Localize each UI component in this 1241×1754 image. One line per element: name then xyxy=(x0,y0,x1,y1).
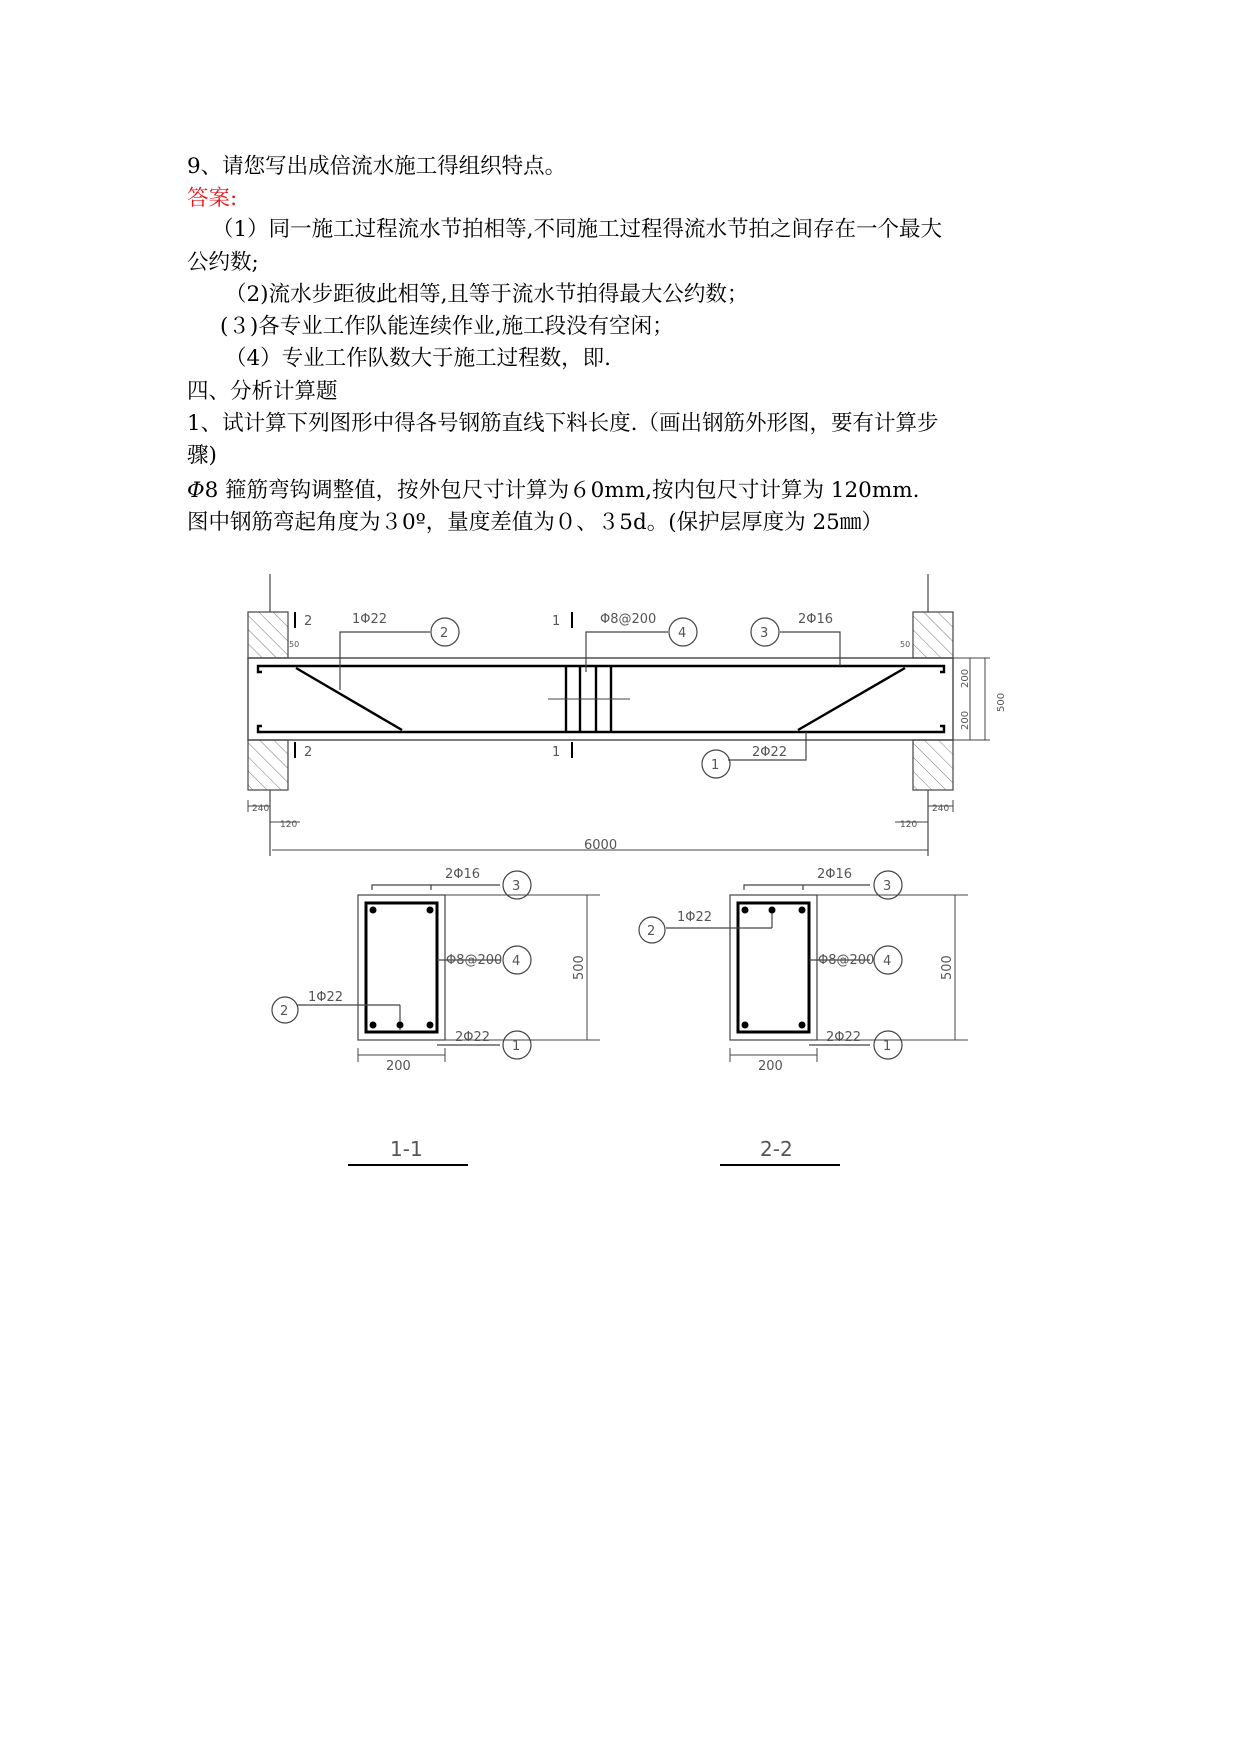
label-2phi16: 2Φ16 xyxy=(817,867,853,882)
rebar-dot xyxy=(427,907,434,914)
mark-1-text: 1 xyxy=(512,1039,521,1054)
bent-bar-left xyxy=(296,668,402,730)
dim-2phi16-bracket xyxy=(372,885,431,890)
label-phi8-200: Φ8@200 xyxy=(600,612,657,627)
dim-120-right: 120 xyxy=(900,820,918,830)
label-2phi16: 2Φ16 xyxy=(445,867,481,882)
leader-bar-3 xyxy=(780,632,840,666)
answer-item-2: （2)流水步距彼此相等,且等于流水节拍得最大公约数； xyxy=(225,282,749,307)
mark-4-text: 4 xyxy=(512,954,521,969)
problem-text-cont: 骤) xyxy=(187,443,217,468)
right-wall-lower xyxy=(913,740,953,790)
top-bar xyxy=(258,666,944,672)
mark-2-text: 2 xyxy=(440,626,449,641)
section-mark-1-bottom: 1 xyxy=(552,745,561,760)
rebar-dot xyxy=(427,1022,434,1029)
mark-2-text: 2 xyxy=(647,924,656,939)
rebar-dot xyxy=(799,1022,806,1029)
left-wall-lower xyxy=(248,740,288,790)
dim-6000: 6000 xyxy=(584,838,618,853)
dim-200: 200 xyxy=(758,1059,783,1074)
label-2phi22: 2Φ22 xyxy=(826,1030,862,1045)
bent-bar-right xyxy=(798,668,905,730)
dim-200-lower: 200 xyxy=(960,710,971,730)
rebar-dot xyxy=(799,907,806,914)
mark-3-text: 3 xyxy=(760,626,769,641)
dim-2phi16-bracket xyxy=(744,885,803,890)
label-phi8-200: Φ8@200 xyxy=(818,953,875,968)
problem-text: 1、试计算下列图形中得各号钢筋直线下料长度.（画出钢筋外形图，要有计算步 xyxy=(187,411,939,436)
label-1phi22: 1Φ22 xyxy=(308,990,344,1005)
section-2-2 xyxy=(639,867,968,1165)
dim-500: 500 xyxy=(940,955,955,980)
rebar-dot xyxy=(742,907,749,914)
dim-120-left: 120 xyxy=(280,820,298,830)
section-mark-2-bottom: 2 xyxy=(304,745,313,760)
section-1-1 xyxy=(272,867,600,1165)
section-title: 2-2 xyxy=(760,1137,793,1161)
rebar-dot xyxy=(769,907,776,914)
label-1phi22: 1Φ22 xyxy=(677,910,713,925)
stirrup-loop xyxy=(738,903,809,1032)
stirrup-loop xyxy=(366,903,437,1032)
left-wall-upper xyxy=(248,612,288,658)
rebar-dot xyxy=(742,1022,749,1029)
mark-3-text: 3 xyxy=(883,879,892,894)
answer-item-3: (３)各专业工作队能连续作业,施工段没有空闲； xyxy=(220,314,674,339)
label-2phi16: 2Φ16 xyxy=(798,612,834,627)
label-2phi22: 2Φ22 xyxy=(455,1030,491,1045)
mark-4-text: 4 xyxy=(883,954,892,969)
leader-bar-2 xyxy=(340,632,430,690)
mark-4-text: 4 xyxy=(678,626,687,641)
bottom-bar xyxy=(258,726,944,732)
dim-240-right: 240 xyxy=(932,804,950,814)
section-outline xyxy=(730,895,817,1040)
label-2phi22: 2Φ22 xyxy=(752,745,788,760)
label-1phi22: 1Φ22 xyxy=(352,612,388,627)
dim-50-left: 50 xyxy=(289,640,300,649)
dim-200-upper: 200 xyxy=(960,668,971,688)
bend-note: 图中钢筋弯起角度为３0º，量度差值为０、３5d。(保护层厚度为 25㎜） xyxy=(187,510,883,535)
section-title: 1-1 xyxy=(390,1137,423,1161)
section-mark-1-top: 1 xyxy=(552,614,561,629)
dim-500: 500 xyxy=(572,955,587,980)
answer-item-4: （4）专业工作队数大于施工过程数，即. xyxy=(225,346,612,371)
section-outline xyxy=(358,895,445,1040)
label-phi8-200: Φ8@200 xyxy=(446,953,503,968)
section-mark-2-top: 2 xyxy=(304,614,313,629)
section-heading: 四、分析计算题 xyxy=(187,379,338,404)
right-wall-upper xyxy=(913,612,953,658)
answer-label: 答案: xyxy=(187,186,238,211)
mark-1-text: 1 xyxy=(883,1039,892,1054)
answer-item-1-cont: 公约数; xyxy=(187,250,259,275)
dim-240-left: 240 xyxy=(252,804,270,814)
mark-1-text: 1 xyxy=(711,758,720,773)
mark-3-text: 3 xyxy=(512,879,521,894)
rebar-dot xyxy=(370,1022,377,1029)
rebar-dot xyxy=(370,907,377,914)
question-title: 9、请您写出成倍流水施工得组织特点。 xyxy=(187,154,567,179)
stirrup-note-text: 8 箍筋弯钩调整值，按外包尺寸计算为６0mm,按内包尺寸计算为 120mm. xyxy=(204,478,920,503)
dim-500: 500 xyxy=(996,692,1007,712)
answer-item-1: （1）同一施工过程流水节拍相等,不同施工过程得流水节拍之间存在一个最大 xyxy=(212,217,943,242)
dim-200: 200 xyxy=(386,1059,411,1074)
mark-2-text: 2 xyxy=(280,1004,289,1019)
phi-symbol: Φ xyxy=(187,478,205,503)
dim-50-right: 50 xyxy=(900,640,911,649)
rebar-dot xyxy=(397,1022,404,1029)
